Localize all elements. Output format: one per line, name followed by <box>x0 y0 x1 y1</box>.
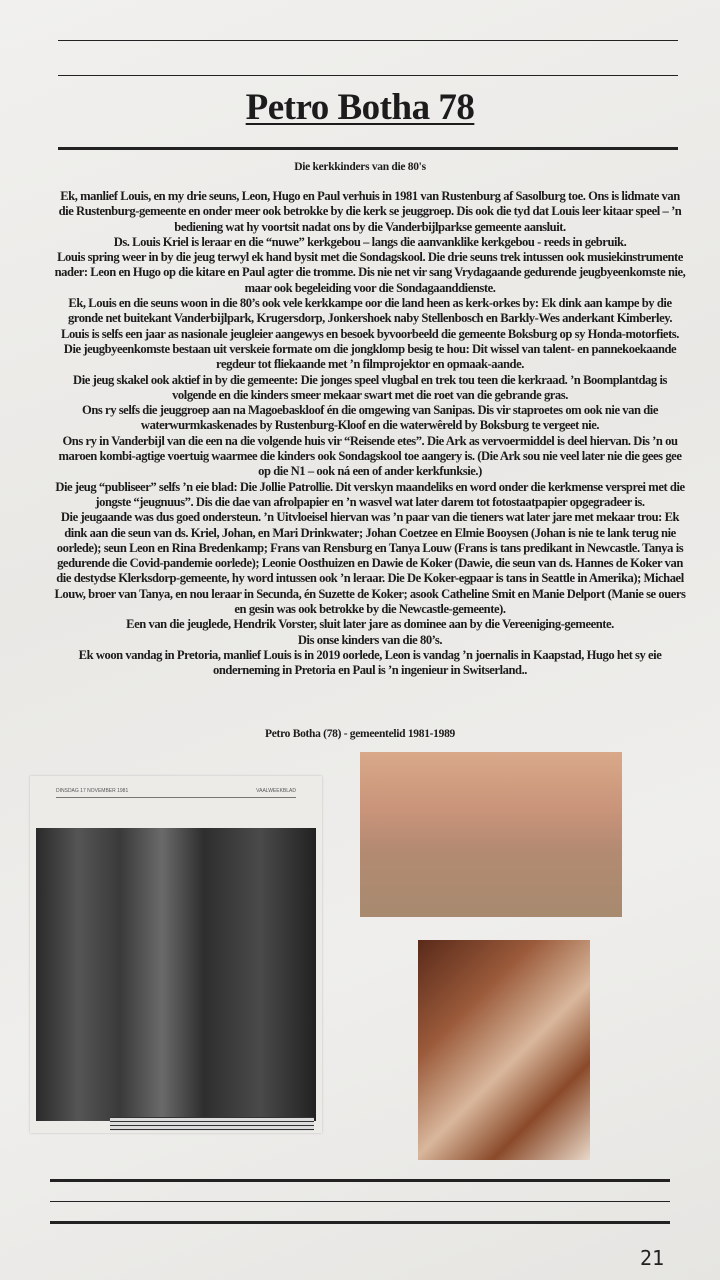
boy-apple-photo <box>418 940 590 1160</box>
paragraph: Ds. Louis Kriel is leraar en die “nuwe” kerkgebou – langs die aanvanklike kerkgebou - reeds in gebruik. <box>113 234 627 249</box>
sack-race-photo <box>360 752 622 917</box>
paragraph: Ek, Louis en die seuns woon in die 80’s ook vele kerkkampe oor die land heen as kerk-orkes by: Ek dink aan kampe by die gronde net buitekant Vanderbijlpark, Krugersdorp, Jonkershoek naby Stellenbosch en Barkly-Wes anderkant Kimberley. <box>67 296 673 326</box>
paragraph: Die jeugaande was dus goed ondersteun. ’n Uitvloeisel hiervan was ’n paar van die tieners wat later jare met mekaar trou: Ek dink aan die seun van ds. Kriel, Johan, en Mari Drinkwater; Johan Coetzee en Elmie Booysen (Johan is nie te lank terug nie oorlede); seun Leon en Rina Bredenkamp; Frans van Rensburg en Tanya Louw (Frans is tans predikant in Newcastle. Tanya is gedurende die Covid-pandemie oorlede); Leonie Oosthuizen en Dawie de Koker (Dawie, die seun van ds. Hannes de Koker van die destydse Klerksdorp-gemeente, hy word intussen ook ’n leraar. Die De Koker-egpaar is tans in Seattle in Amerika); Michael Louw, broer van Tanya, en nou leraar in Secunda, én Suzette de Koker; asook Catheline Smit en Manie Delport (Manie se ouers en gesin was ook betrokke by die Newcastle-gemeente). <box>54 510 686 617</box>
paragraph: Louis spring weer in by die jeug terwyl ek hand bysit met die Sondagskool. Die drie seuns trek intussen ook musiekinstrumente nader: Leon en Hugo op die kitare en Paul agter die tromme. Dis nie net vir sang Vrydagaande gedurende jeugbyeenkomste nie, maar ook begeleiding voor die Sondagaanddienste. <box>54 250 686 295</box>
article-body <box>52 189 688 679</box>
clipping-caption <box>110 1117 314 1131</box>
paragraph: Ek, manlief Louis, en my drie seuns, Leon, Hugo en Paul verhuis in 1981 van Rustenburg af Sasolburg toe. Ons is lidmate van die Rustenburg-gemeente en onder meer ook betrokke by die kerk se jeuggroep. Dis ook die tyd dat Louis leer kitaar speel – ’n bediening wat hy voortsit nadat ons by die Vanderbijlparkse gemeente aansluit. <box>58 189 682 234</box>
clipping-header <box>56 788 296 798</box>
bottom-rule-2 <box>50 1201 670 1202</box>
band-photo <box>36 828 316 1121</box>
article-subtitle: Die kerkkinders van die 80's <box>294 161 426 173</box>
title-rule <box>58 147 678 150</box>
top-rule-2 <box>58 75 678 76</box>
clipping-date: DINSDAG 17 NOVEMBER 1981 <box>56 788 129 794</box>
paragraph: Die jeug “publiseer” selfs ’n eie blad: Die Jollie Patrollie. Dit verskyn maandeliks en word onder die kerkmense versprei met die jongste “jeugnuus”. Dis die dae van afrolpapier en ’n wasvel wat later darem tot fotostaatpapier opgegradeer is. <box>55 479 685 509</box>
paragraph: Die jeug skakel ook aktief in by die gemeente: Die jonges speel vlugbal en trek tou teen die kerkraad. ’n Boomplantdag is volgende en die kinders smeer mekaar swart met die roet van die gebrande gras. <box>73 372 667 402</box>
paragraph: Die jeugbyeenkomste bestaan uit verskeie formate om die jongklomp besig te hou: Dit wissel van talent- en pannekoekaande regdeur tot fliekaande met ’n filmprojektor en opmaak-aande. <box>63 341 677 372</box>
paragraph: Dis onse kinders van die 80’s. <box>297 632 443 647</box>
paragraph: Een van die jeuglede, Hendrik Vorster, sluit later jare as dominee aan by die Vereeniging-gemeente. <box>126 617 614 632</box>
paragraph: Ons ry in Vanderbijl van die een na die volgende huis vir “Reisende etes”. Die Ark as vervoermiddel is deel hiervan. Dis ’n ou maroen kombi-agtige voertuig waarmee die kinders ook Sondagskool toe aangery is. (Die Ark sou nie veel later nie die gees gee op die N1 – ook ná een of ander kerkfunksie.) <box>58 433 682 479</box>
clipping-paper-name: VAALWEEKBLAD <box>256 788 296 794</box>
bottom-rule-3 <box>50 1221 670 1224</box>
article-signature: Petro Botha (78) - gemeentelid 1981-1989 <box>265 728 455 740</box>
page-number: 21 <box>640 1246 665 1270</box>
paragraph: Ons ry selfs die jeuggroep aan na Magoebaskloof én die omgewing van Sanipas. Dis vir staproetes om ook nie van die waterwurmkaskenades by Rustenburg-Kloof en die waterwêreld by Boksburg te vergeet nie. <box>82 403 658 433</box>
top-rule-1 <box>58 40 678 41</box>
newspaper-clipping-photo <box>30 776 322 1133</box>
page-title: Petro Botha 78 <box>245 87 475 128</box>
bottom-rule-1 <box>50 1179 670 1182</box>
paragraph: Ek woon vandag in Pretoria, manlief Louis is in 2019 oorlede, Leon is vandag ’n joernalis in Kaapstad, Hugo het sy eie onderneming in Pretoria en Paul is ’n ingenieur in Switserland.. <box>78 647 662 678</box>
paragraph: Louis is selfs een jaar as nasionale jeugleier aangewys en besoek byvoorbeeld die gemeente Boksburg op sy Honda-motorfiets. <box>61 326 679 341</box>
